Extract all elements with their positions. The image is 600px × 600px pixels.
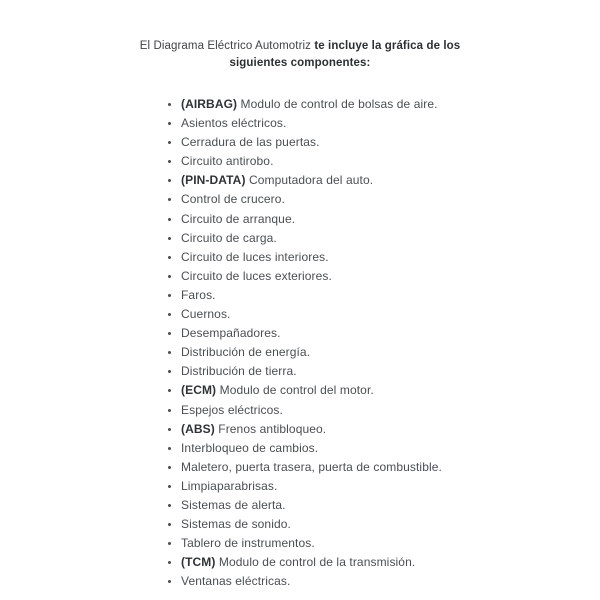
bullet-icon [168,237,171,240]
list-item [168,515,600,534]
list-item [168,324,600,343]
bullet-icon [168,523,171,526]
list-item [168,171,600,190]
list-item [168,534,600,553]
list-item [168,152,600,171]
list-item [168,95,600,114]
list-item-text: Limpiaparabrisas. [181,478,278,493]
list-item-text: Interbloqueo de cambios. [181,440,319,455]
bullet-icon [168,504,171,507]
list-item [168,305,600,324]
list-item-text: Asientos eléctricos. [181,116,287,131]
page-title-bold-text: te incluye la gráfica de los siguientes componentes: [229,40,461,69]
list-item-prefix: (ECM) [181,383,217,398]
list-item [168,401,600,420]
list-item-text: Tablero de instrumentos. [181,536,315,551]
list-item [168,190,600,209]
bullet-icon [168,466,171,469]
list-item-text: Distribución de tierra. [181,364,297,379]
page-title [120,38,480,72]
bullet-icon [168,122,171,125]
bullet-icon [168,428,171,431]
list-item-prefix: (TCM) [181,555,216,570]
list-item [168,343,600,362]
list-item-text: Computadora del auto. [245,173,374,188]
list-item-text: Modulo de control de la transmisión. [215,555,416,570]
bullet-icon [168,198,171,201]
list-item-text: Sistemas de sonido. [181,517,291,532]
list-item [168,133,600,152]
component-list [168,95,600,591]
bullet-icon [168,409,171,412]
list-item-text: Ventanas eléctricas. [181,574,291,589]
bullet-icon [168,179,171,182]
bullet-icon [168,370,171,373]
bullet-icon [168,485,171,488]
bullet-icon [168,580,171,583]
list-item [168,439,600,458]
list-item [168,572,600,591]
list-item [168,229,600,248]
list-item [168,362,600,381]
list-item-text: Circuito antirobo. [181,154,274,169]
bullet-icon [168,332,171,335]
list-item-prefix: (PIN-DATA) [181,173,246,188]
bullet-icon [168,141,171,144]
bullet-icon [168,160,171,163]
list-item-text: Cerradura de las puertas. [181,135,320,150]
bullet-icon [168,218,171,221]
bullet-icon [168,103,171,106]
list-item-text: Frenos antibloqueo. [214,421,327,436]
list-item [168,458,600,477]
list-item-text: Circuito de arranque. [181,211,296,226]
list-item-text: Espejos eléctricos. [181,402,283,417]
list-item-text: Maletero, puerta trasera, puerta de combustible. [181,459,442,474]
list-item-text: Cuernos. [181,307,231,322]
bullet-icon [168,389,171,392]
bullet-icon [168,351,171,354]
bullet-icon [168,447,171,450]
page-title-regular-text: El Diagrama Eléctrico Automotriz [139,40,315,52]
list-item-text: Distribución de energía. [181,345,311,360]
list-item-text: Circuito de luces exteriores. [181,268,332,283]
list-item-text: Circuito de luces interiores. [181,249,329,264]
list-item-prefix: (ABS) [181,421,215,436]
bullet-icon [168,561,171,564]
list-item-text: Faros. [181,287,216,302]
bullet-icon [168,275,171,278]
bullet-icon [168,256,171,259]
list-item [168,267,600,286]
list-item-text: Control de crucero. [181,192,285,207]
list-item-text: Modulo de control del motor. [216,383,374,398]
list-item-text: Circuito de carga. [181,230,277,245]
list-item-prefix: (AIRBAG) [181,97,238,111]
list-item [168,381,600,400]
list-item [168,248,600,267]
list-item-text: Modulo de control de bolsas de aire. [237,97,438,111]
bullet-icon [168,294,171,297]
list-item-text: Sistemas de alerta. [181,497,286,512]
list-item [168,114,600,133]
bullet-icon [168,313,171,316]
list-item [168,477,600,496]
list-item [168,210,600,229]
list-item-text: Desempañadores. [181,326,281,341]
list-item [168,286,600,305]
bullet-icon [168,542,171,545]
list-item [168,553,600,572]
list-item [168,420,600,439]
list-item [168,496,600,515]
